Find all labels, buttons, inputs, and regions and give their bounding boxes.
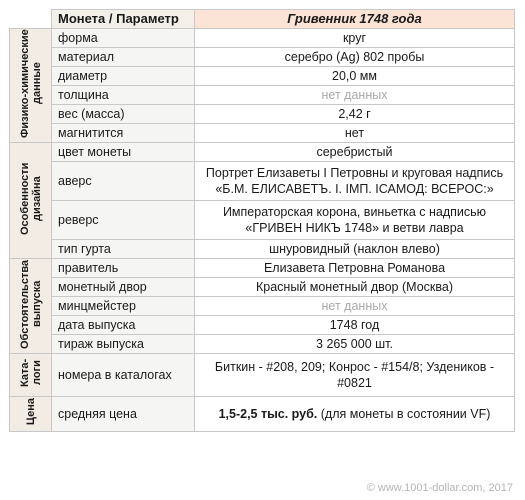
value-mint: Красный монетный двор (Москва): [195, 278, 515, 297]
value-color: серебристый: [195, 143, 515, 162]
price-range: 1,5-2,5 тыс. руб.: [218, 407, 318, 421]
category-issue: [10, 259, 52, 354]
value-edge-type: шнуровидный (наклон влево): [195, 240, 515, 259]
value-line: «Б.М. ЕЛИСАВЕТЪ. I. IМП. IСАМОД: ВСЕРОС:»: [215, 182, 494, 196]
param-issue-date: дата выпуска: [52, 316, 195, 335]
table-row: [10, 278, 515, 297]
param-mintage: тираж выпуска: [52, 335, 195, 354]
param-material: материал: [52, 48, 195, 67]
table-header-row: [10, 10, 515, 29]
value-mintmaster: нет данных: [195, 297, 515, 316]
coin-specs-table: [9, 9, 515, 432]
value-line: Императорская корона, виньетка с надписью: [222, 205, 487, 219]
table-row: [10, 48, 515, 67]
category-physical-chemical: [10, 29, 52, 143]
value-ruler: Елизавета Петровна Романова: [195, 259, 515, 278]
price-condition: (для монеты в состоянии VF): [317, 407, 491, 421]
table-row: [10, 354, 515, 397]
value-issue-date: 1748 год: [195, 316, 515, 335]
value-catalog-numbers: [195, 354, 515, 397]
value-line: «ГРИВЕН НИКЪ 1748» и ветви лавра: [245, 221, 464, 235]
watermark-text: www.1001-dollar.com, 2017: [374, 482, 513, 494]
param-diameter: диаметр: [52, 67, 195, 86]
value-magnetic: нет: [195, 124, 515, 143]
category-design: [10, 143, 52, 259]
category-label: Обстоятельства выпуска: [18, 259, 43, 349]
category-price: [10, 397, 52, 432]
header-param-label: Монета / Параметр: [52, 10, 195, 29]
header-coin-title: Гривенник 1748 года: [195, 10, 515, 29]
value-diameter: 20,0 мм: [195, 67, 515, 86]
value-mintage: 3 265 000 шт.: [195, 335, 515, 354]
site-watermark: [367, 482, 513, 494]
value-reverse: [195, 201, 515, 240]
param-magnetic: магнитится: [52, 124, 195, 143]
table-row: [10, 143, 515, 162]
param-thickness: толщина: [52, 86, 195, 105]
value-thickness: нет данных: [195, 86, 515, 105]
table-row: [10, 240, 515, 259]
category-catalogs: [10, 354, 52, 397]
param-obverse: аверс: [52, 162, 195, 201]
category-label: Физико-химические данные: [18, 29, 43, 138]
value-line: #0821: [337, 376, 372, 390]
table-row: [10, 105, 515, 124]
table-row: [10, 201, 515, 240]
copyright-icon: ©: [366, 482, 375, 494]
value-weight: 2,42 г: [195, 105, 515, 124]
table-row: [10, 29, 515, 48]
category-label: Особенности дизайна: [18, 162, 43, 235]
value-material: серебро (Ag) 802 пробы: [195, 48, 515, 67]
param-catalog-numbers: номера в каталогах: [52, 354, 195, 397]
category-label: Цена: [24, 398, 37, 426]
param-weight: вес (масса): [52, 105, 195, 124]
table-row: [10, 259, 515, 278]
param-reverse: реверс: [52, 201, 195, 240]
param-mint: монетный двор: [52, 278, 195, 297]
table-row: [10, 124, 515, 143]
table-row: [10, 335, 515, 354]
param-mintmaster: минцмейстер: [52, 297, 195, 316]
param-edge-type: тип гурта: [52, 240, 195, 259]
value-shape: круг: [195, 29, 515, 48]
param-ruler: правитель: [52, 259, 195, 278]
header-corner: [10, 10, 52, 29]
table-row: [10, 397, 515, 432]
table-row: [10, 67, 515, 86]
value-line: Портрет Елизаветы I Петровны и круговая надпись: [205, 166, 504, 180]
table-row: [10, 297, 515, 316]
table-row: [10, 86, 515, 105]
table-row: [10, 316, 515, 335]
category-label: Ката-логи: [18, 358, 43, 388]
value-obverse: [195, 162, 515, 201]
param-color: цвет монеты: [52, 143, 195, 162]
value-average-price: [195, 397, 515, 432]
param-shape: форма: [52, 29, 195, 48]
value-line: Биткин - #208, 209; Конрос - #154/8; Уздеников -: [214, 360, 495, 374]
table-row: [10, 162, 515, 201]
param-average-price: средняя цена: [52, 397, 195, 432]
